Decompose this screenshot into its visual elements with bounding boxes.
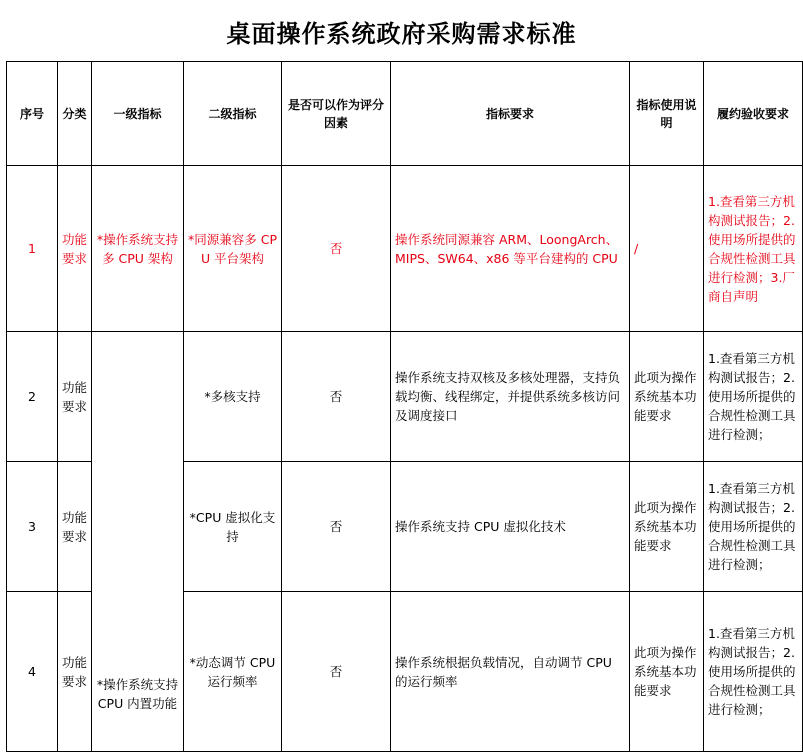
header-level2: 二级指标: [184, 62, 282, 166]
header-level1: 一级指标: [92, 62, 184, 166]
row-scoring: 否: [282, 592, 391, 752]
table-row: [7, 332, 803, 462]
merged-level1: *操作系统支持CPU 内置功能: [92, 332, 184, 752]
row-category: 功能要求: [58, 462, 92, 592]
row-usage: /: [630, 166, 704, 332]
row-level2: *多核支持: [184, 332, 282, 462]
row-requirement: 操作系统同源兼容 ARM、LoongArch、MIPS、SW64、x86 等平台建构的 CPU: [391, 166, 630, 332]
row-level2: *动态调节 CPU 运行频率: [184, 592, 282, 752]
row-scoring: 否: [282, 462, 391, 592]
row-requirement: 操作系统根据负载情况，自动调节 CPU 的运行频率: [391, 592, 630, 752]
row-category: 功能要求: [58, 332, 92, 462]
header-usage: 指标使用说明: [630, 62, 704, 166]
header-seq: 序号: [7, 62, 58, 166]
page-title: 桌面操作系统政府采购需求标准: [226, 20, 577, 48]
row-requirement: 操作系统支持 CPU 虚拟化技术: [391, 462, 630, 592]
row-acceptance: 1.查看第三方机构测试报告；2.使用场所提供的合规性检测工具进行检测；: [704, 462, 803, 592]
row-usage: 此项为操作系统基本功能要求: [630, 592, 704, 752]
row-seq: 1: [7, 166, 58, 332]
row-acceptance: 1.查看第三方机构测试报告；2.使用场所提供的合规性检测工具进行检测；3.厂商自声明: [704, 166, 803, 332]
row-level2: *同源兼容多 CPU 平台架构: [184, 166, 282, 332]
row-seq: 3: [7, 462, 58, 592]
row-level1: *操作系统支持多 CPU 架构: [92, 166, 184, 332]
row-seq: 4: [7, 592, 58, 752]
row-level2: *CPU 虚拟化支持: [184, 462, 282, 592]
row-scoring: 否: [282, 166, 391, 332]
header-category: 分类: [58, 62, 92, 166]
table-row: [7, 166, 803, 332]
row-requirement: 操作系统支持双核及多核处理器，支持负载均衡、线程绑定，并提供系统多核访问及调度接口: [391, 332, 630, 462]
header-scoring: 是否可以作为评分因素: [282, 62, 391, 166]
row-acceptance: 1.查看第三方机构测试报告；2.使用场所提供的合规性检测工具进行检测；: [704, 332, 803, 462]
row-usage: 此项为操作系统基本功能要求: [630, 462, 704, 592]
row-scoring: 否: [282, 332, 391, 462]
row-category: 功能要求: [58, 166, 92, 332]
row-seq: 2: [7, 332, 58, 462]
requirements-table: [6, 61, 803, 752]
row-acceptance: 1.查看第三方机构测试报告；2.使用场所提供的合规性检测工具进行检测；: [704, 592, 803, 752]
table-header-row: [7, 62, 803, 166]
header-requirement: 指标要求: [391, 62, 630, 166]
row-category: 功能要求: [58, 592, 92, 752]
row-usage: 此项为操作系统基本功能要求: [630, 332, 704, 462]
header-acceptance: 履约验收要求: [704, 62, 803, 166]
